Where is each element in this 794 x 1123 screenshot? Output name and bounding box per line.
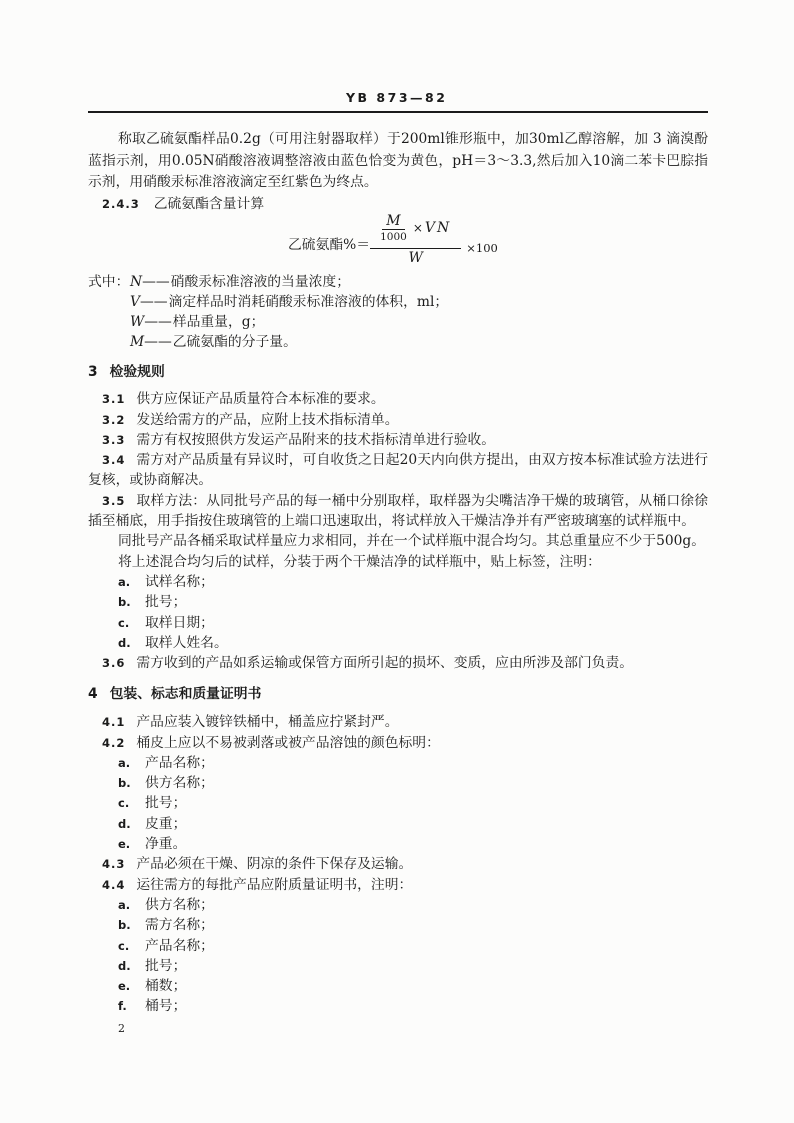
list-item [88,793,708,813]
clause [88,410,708,430]
list-marker: c. [118,938,130,953]
list-marker: d. [118,816,131,831]
formula-times: × [412,221,423,236]
sampling-note: 将上述混合均匀后的试样，分装于两个干燥洁净的试样瓶中，贴上标签，注明： [118,553,601,570]
clause-text: 需方有权按照供方发运产品附来的技术指标清单进行验收。 [136,431,496,448]
list-text: 批号； [145,594,187,611]
formula-numerator [370,213,461,249]
formula-inner-numerator: M [382,214,404,230]
clause [88,733,708,753]
formula-inner-fraction [380,214,407,244]
formula-main-fraction [370,213,461,267]
clause-text: 产品必须在干燥、阴凉的条件下保存及运输。 [136,856,413,873]
formula-lhs: 乙硫氨酯%＝ [288,237,371,253]
list-item [88,592,708,612]
list-item [88,996,708,1016]
procedure-paragraph: 称取乙硫氨酯样品0.2g（可用注射器取样）于200ml锥形瓶中，加30ml乙醇溶解，加 3 滴溴酚蓝指示剂，用0.05N硝酸溶液调整溶液由蓝色恰变为黄色，pH＝3～3.3,然后加入10滴二苯卡巴腙指示剂，用硝酸汞标准溶液滴定至红紫色为终点。 [88,131,708,190]
calc-title: 乙硫氨酯含量计算 [153,195,265,212]
list-text: 产品名称； [145,937,214,954]
list-marker: b. [118,595,131,610]
list-text: 桶数； [145,978,187,995]
list-item [88,895,708,915]
legend-item [88,312,708,332]
list-item [88,613,708,633]
clause [88,450,708,491]
legend-text: 硝酸汞标准溶液的当量浓度； [170,274,351,290]
list-item [88,633,708,653]
section-heading [88,362,708,382]
list-item [88,753,708,773]
formula-legend [88,272,708,352]
clause-number: 4.1 [102,715,126,730]
legend-dash: —— [144,314,172,330]
list-marker: d. [118,635,131,650]
clause-number: 3.4 [102,453,126,468]
list-item [88,976,708,996]
list-text: 桶号； [145,998,187,1015]
legend-dash: —— [142,274,170,290]
formula-product: VN [424,220,452,237]
standard-code-header: YB 873—82 [346,90,448,105]
legend-symbol: M [130,334,145,350]
clause-text: 需方收到的产品如系运输或保管方面所引起的损坏、变质，应由所涉及部门负责。 [136,655,634,672]
list-text: 取样日期； [145,614,214,631]
list-text: 净重。 [145,836,187,853]
list-item [88,956,708,976]
clause-text: 产品应装入镀锌铁桶中，桶盖应拧紧封严。 [136,714,399,731]
list-item [88,814,708,834]
header-rule [88,111,708,113]
clause-number: 4.4 [102,877,126,892]
clause-number: 3.1 [102,392,126,407]
legend-symbol: W [130,314,145,330]
section-number: 4 [88,686,98,702]
legend-symbol: N [130,274,143,290]
list-text: 批号； [145,957,187,974]
legend-item [88,272,708,292]
legend-prefix: 式中： [88,274,130,290]
formula-tail: ×100 [466,241,498,255]
calc-number: 2.4.3 [102,196,140,211]
legend-text: 滴定样品时消耗硝酸汞标准溶液的体积，ml； [168,294,449,310]
list-marker: e. [118,837,131,852]
list-item [88,773,708,793]
clause-text: 取样方法：从同批号产品的每一桶中分别取样，取样器为尖嘴洁净干燥的玻璃管，从桶口徐徐插至桶底，用手指按住玻璃管的上端口迅速取出，将试样放入干燥洁净并有严密玻璃塞的试样瓶中。 [88,492,708,530]
section-packaging [88,684,708,1017]
clause-number: 4.2 [102,735,126,750]
clause [88,875,708,895]
clause-number: 3.3 [102,432,126,447]
list-text: 需方名称； [145,917,214,934]
section-heading [88,684,708,704]
list-marker: b. [118,918,131,933]
clause-text: 运往需方的每批产品应附质量证明书，注明： [136,876,413,893]
sampling-note: 同批号产品各桶采取试样量应力求相同，并在一个试样瓶中混合均匀。其总重量应不少于500g。 [118,533,706,550]
section-inspection-rules [88,362,708,673]
calc-heading [88,194,708,214]
list-item [88,572,708,592]
clause-text: 桶皮上应以不易被剥落或被产品溶蚀的颜色标明： [136,734,440,751]
list-text: 试样名称； [145,573,214,590]
list-marker: a. [118,574,131,589]
clause [88,389,708,409]
clause [88,653,708,673]
section-title: 包装、标志和质量证明书 [109,686,262,702]
legend-text: 乙硫氨酯的分子量。 [172,334,297,350]
list-marker: b. [118,776,131,791]
clause-number: 3.2 [102,412,126,427]
clause-text: 发送给需方的产品，应附上技术指标清单。 [136,411,399,428]
legend-dash: —— [139,294,168,310]
clause-text: 需方对产品质量有异议时，可自收货之日起20天内向供方提出，由双方按本标准试验方法进行复核，或协商解决。 [88,452,708,489]
list-marker: e. [118,979,131,994]
clause-number: 4.3 [102,857,126,872]
clause [88,712,708,732]
legend-text: 样品重量，g； [172,314,265,330]
list-marker: f. [118,999,127,1014]
clause [88,854,708,874]
list-marker: d. [118,958,131,973]
list-text: 产品名称； [145,754,214,771]
section-number: 3 [88,364,98,380]
content-formula [288,213,498,267]
list-marker: c. [118,796,130,811]
formula-denominator: W [408,250,423,266]
list-item [88,915,708,935]
list-item [88,834,708,854]
list-marker: a. [118,755,131,770]
page-number: 2 [118,1022,125,1035]
clause-number: 3.6 [102,656,126,671]
list-item [88,936,708,956]
list-marker: c. [118,615,130,630]
legend-item [88,292,708,312]
clause-number: 3.5 [102,493,126,508]
list-marker: a. [118,897,131,912]
clause [88,491,708,532]
formula-inner-denominator: 1000 [380,230,407,243]
list-text: 皮重； [145,815,187,832]
legend-dash: —— [144,334,172,350]
clause [88,430,708,450]
list-text: 供方名称； [145,775,214,792]
list-text: 供方名称； [145,896,214,913]
section-title: 检验规则 [109,364,165,380]
clause-text: 供方应保证产品质量符合本标准的要求。 [136,391,385,408]
titration-procedure [88,129,708,214]
list-text: 取样人姓名。 [145,634,228,651]
legend-item [88,332,708,352]
list-text: 批号； [145,795,187,812]
legend-symbol: V [130,294,140,310]
